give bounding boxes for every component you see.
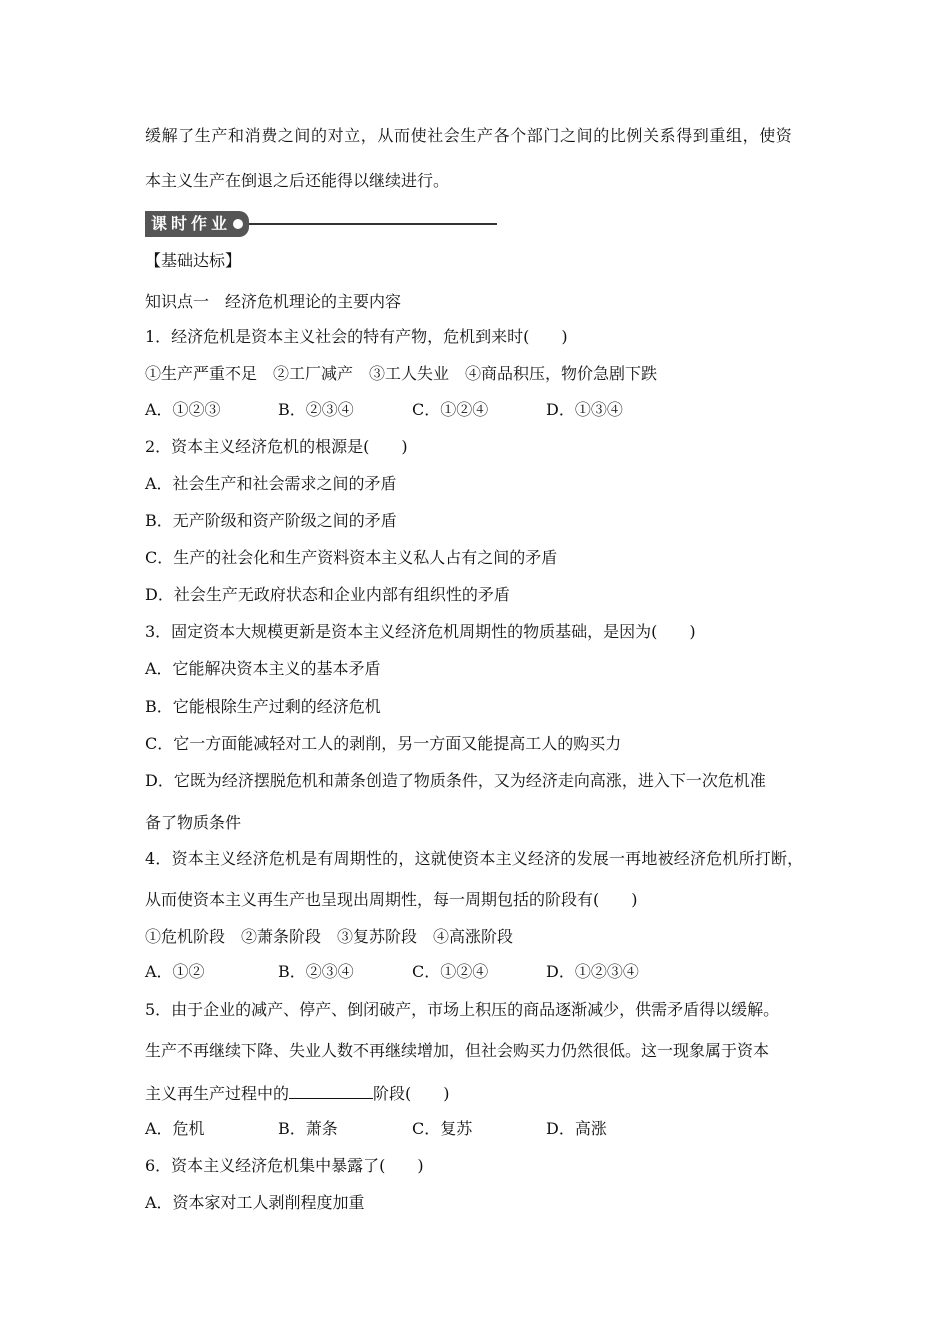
q4-option-a: A．①②	[145, 962, 205, 981]
q1-stem: 1．经济危机是资本主义社会的特有产物，危机到来时( )	[145, 327, 568, 346]
q3-option-b: B．它能根除生产过剩的经济危机	[145, 697, 381, 716]
answer-blank	[289, 1082, 373, 1099]
q5-option-a: A．危机	[145, 1119, 205, 1138]
q3-option-a: A．它能解决资本主义的基本矛盾	[145, 659, 381, 678]
q4-items: ①危机阶段 ②萧条阶段 ③复苏阶段 ④高涨阶段	[145, 927, 514, 946]
q2-option-b: B．无产阶级和资产阶级之间的矛盾	[145, 511, 397, 530]
circle-bullet-icon	[233, 219, 243, 229]
q4-stem-line-1: 4．资本主义经济危机是有周期性的，这就使资本主义经济的发展一再地被经济危机所打断，	[145, 849, 804, 868]
q1-option-b: B．②③④	[278, 400, 354, 419]
q5-stem-line-1: 5．由于企业的减产、停产、倒闭破产，市场上积压的商品逐渐减少，供需矛盾得以缓解。	[145, 1000, 780, 1019]
intro-line-1: 缓解了生产和消费之间的对立，从而使社会生产各个部门之间的比例关系得到重组，使资	[145, 126, 793, 145]
q3-stem: 3．固定资本大规模更新是资本主义经济危机周期性的物质基础，是因为( )	[145, 622, 696, 641]
knowledge-point-title: 知识点一 经济危机理论的主要内容	[145, 292, 402, 311]
q5-stem-line-2: 生产不再继续下降、失业人数不再继续增加，但社会购买力仍然很低。这一现象属于资本	[145, 1041, 770, 1060]
q4-option-c: C．①②④	[412, 962, 489, 981]
section-title: 【基础达标】	[145, 251, 242, 270]
q5-option-b: B．萧条	[278, 1119, 338, 1138]
q3-option-d-line-1: D．它既为经济摆脱危机和萧条创造了物质条件，又为经济走向高涨，进入下一次危机准	[145, 771, 766, 790]
intro-line-2: 本主义生产在倒退之后还能得以继续进行。	[145, 171, 450, 190]
q4-option-d: D．①②③④	[546, 962, 639, 981]
q2-stem: 2．资本主义经济危机的根源是( )	[145, 437, 408, 456]
q3-option-c: C．它一方面能减轻对工人的剥削，另一方面又能提高工人的购买力	[145, 734, 622, 753]
q1-option-d: D．①③④	[546, 400, 623, 419]
section-banner	[145, 211, 497, 237]
q2-option-c: C．生产的社会化和生产资料资本主义私人占有之间的矛盾	[145, 548, 558, 567]
q5-option-d: D．高涨	[546, 1119, 607, 1138]
q3-option-d-line-2: 备了物质条件	[145, 813, 242, 832]
banner-label: 课时作业	[151, 214, 232, 233]
banner-rule	[249, 223, 497, 225]
q6-option-a: A．资本家对工人剥削程度加重	[145, 1193, 365, 1212]
q2-option-d: D．社会生产无政府状态和企业内部有组织性的矛盾	[145, 585, 510, 604]
q5-option-c: C．复苏	[412, 1119, 473, 1138]
q4-stem-line-2: 从而使资本主义再生产也呈现出周期性，每一周期包括的阶段有( )	[145, 890, 638, 909]
q2-option-a: A．社会生产和社会需求之间的矛盾	[145, 474, 397, 493]
q1-option-a: A．①②③	[145, 400, 221, 419]
q5-stem-line-3	[145, 1082, 450, 1104]
q1-option-c: C．①②④	[412, 400, 489, 419]
q5-stem-line-3-suffix: 阶段( )	[373, 1084, 450, 1103]
q6-stem: 6．资本主义经济危机集中暴露了( )	[145, 1156, 424, 1175]
q1-items: ①生产严重不足 ②工厂减产 ③工人失业 ④商品积压，物价急剧下跌	[145, 364, 658, 383]
q4-option-b: B．②③④	[278, 962, 354, 981]
q5-stem-line-3-prefix: 主义再生产过程中的	[145, 1084, 290, 1103]
